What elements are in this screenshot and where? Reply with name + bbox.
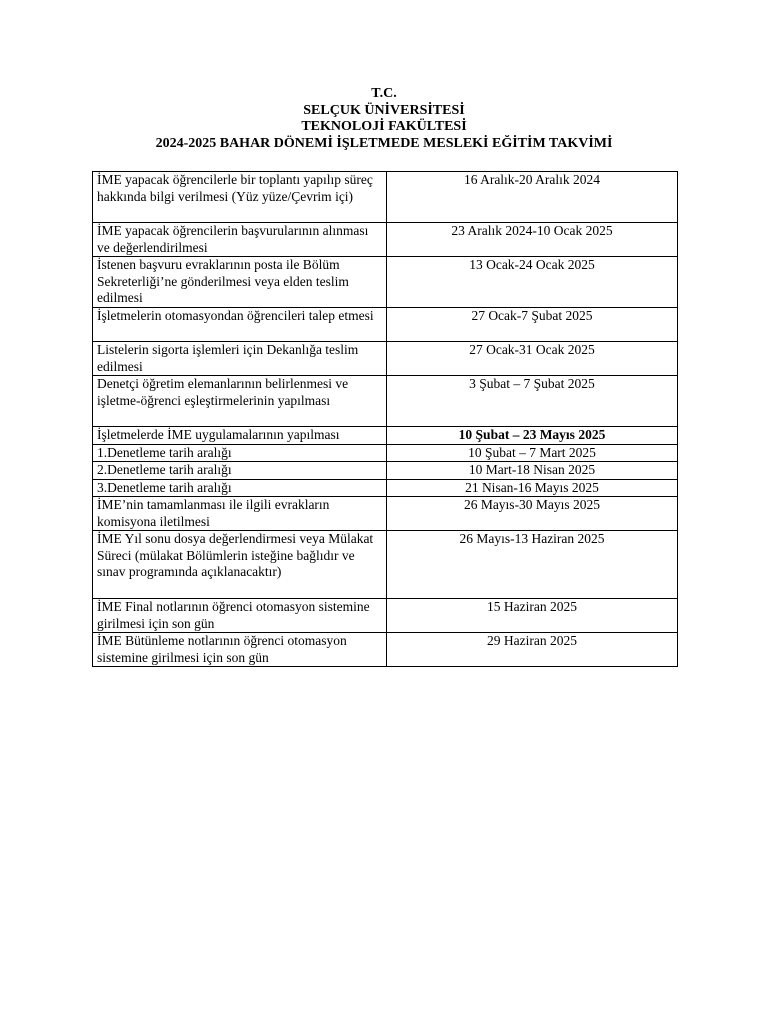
table-row [93, 531, 678, 599]
date-cell: 21 Nisan-16 Mayıs 2025 [387, 479, 678, 497]
header-university: SELÇUK ÜNİVERSİTESİ [303, 102, 465, 118]
activity-cell: İME yapacak öğrencilerin başvurularının alınması ve değerlendirilmesi [93, 223, 387, 257]
date-cell: 26 Mayıs-30 Mayıs 2025 [387, 497, 678, 531]
date-cell: 3 Şubat – 7 Şubat 2025 [387, 376, 678, 427]
activity-cell: İME’nin tamamlanması ile ilgili evrakların komisyona iletilmesi [93, 497, 387, 531]
date-cell: 10 Şubat – 23 Mayıs 2025 [387, 427, 678, 445]
table-row [93, 376, 678, 427]
header-country: T.C. [371, 86, 397, 101]
date-cell: 26 Mayıs-13 Haziran 2025 [387, 531, 678, 599]
activity-cell: Denetçi öğretim elemanlarının belirlenmesi ve işletme-öğrenci eşleştirmelerinin yapılması [93, 376, 387, 427]
date-cell: 15 Haziran 2025 [387, 599, 678, 633]
date-cell: 10 Şubat – 7 Mart 2025 [387, 444, 678, 462]
activity-cell: 2.Denetleme tarih aralığı [93, 462, 387, 480]
document-title: 2024-2025 BAHAR DÖNEMİ İŞLETMEDE MESLEKİ EĞİTİM TAKVİMİ [155, 135, 613, 151]
activity-cell: İşletmelerde İME uygulamalarının yapılması [93, 427, 387, 445]
date-cell: 27 Ocak-31 Ocak 2025 [387, 342, 678, 376]
table-row [93, 223, 678, 257]
date-cell: 13 Ocak-24 Ocak 2025 [387, 257, 678, 308]
date-cell: 23 Aralık 2024-10 Ocak 2025 [387, 223, 678, 257]
activity-cell: 1.Denetleme tarih aralığı [93, 444, 387, 462]
date-cell: 29 Haziran 2025 [387, 633, 678, 667]
document-header [0, 86, 768, 152]
table-row [93, 633, 678, 667]
activity-cell: İME Final notlarının öğrenci otomasyon sistemine girilmesi için son gün [93, 599, 387, 633]
activity-cell: 3.Denetleme tarih aralığı [93, 479, 387, 497]
table-row [93, 342, 678, 376]
table-row [93, 308, 678, 342]
table-row [93, 172, 678, 223]
activity-cell: İşletmelerin otomasyondan öğrencileri talep etmesi [93, 308, 387, 342]
activity-cell: İME yapacak öğrencilerle bir toplantı yapılıp süreç hakkında bilgi verilmesi (Yüz yüze/Çevrim içi) [93, 172, 387, 223]
table-row [93, 599, 678, 633]
activity-cell: İstenen başvuru evraklarının posta ile Bölüm Sekreterliği’ne gönderilmesi veya elden teslim edilmesi [93, 257, 387, 308]
table-row [93, 444, 678, 462]
date-cell: 27 Ocak-7 Şubat 2025 [387, 308, 678, 342]
table-row [93, 257, 678, 308]
table-row [93, 462, 678, 480]
table-row [93, 497, 678, 531]
date-cell: 16 Aralık-20 Aralık 2024 [387, 172, 678, 223]
date-cell: 10 Mart-18 Nisan 2025 [387, 462, 678, 480]
table-row [93, 479, 678, 497]
activity-cell: İME Bütünleme notlarının öğrenci otomasyon sistemine girilmesi için son gün [93, 633, 387, 667]
table-row [93, 427, 678, 445]
schedule-table [92, 171, 678, 667]
header-faculty: TEKNOLOJİ FAKÜLTESİ [301, 119, 467, 134]
activity-cell: Listelerin sigorta işlemleri için Dekanlığa teslim edilmesi [93, 342, 387, 376]
activity-cell: İME Yıl sonu dosya değerlendirmesi veya Mülakat Süreci (mülakat Bölümlerin isteğine bağlıdır ve sınav programında açıklanacaktır) [93, 531, 387, 599]
